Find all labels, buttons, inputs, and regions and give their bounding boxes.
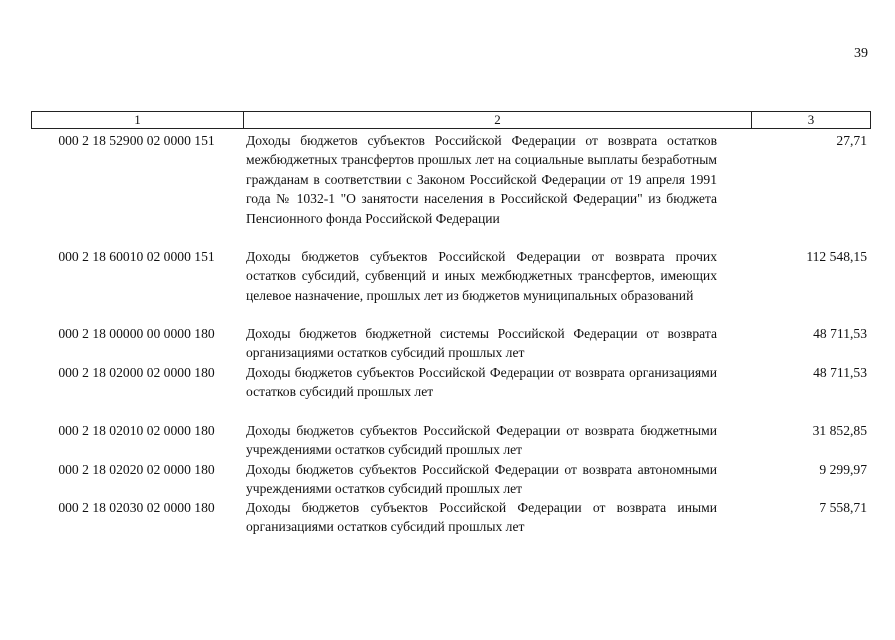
row-code: 000 2 18 02010 02 0000 180: [58, 423, 215, 438]
table-row: [31, 460, 871, 499]
row-code: 000 2 18 02030 02 0000 180: [58, 500, 215, 515]
row-code: 000 2 18 00000 00 0000 180: [58, 326, 215, 341]
row-code: 000 2 18 60010 02 0000 151: [58, 249, 215, 264]
row-description: Доходы бюджетов субъектов Российской Федерации от возврата автономными учреждениями остатков субсидий прошлых лет: [246, 462, 717, 497]
table-row: [31, 421, 871, 460]
table-row: [31, 131, 871, 228]
table-row: [31, 363, 871, 402]
row-description: Доходы бюджетов субъектов Российской Федерации от возврата прочих остатков субсидий, субвенций и иных межбюджетных трансфертов, имеющих целевое назначение, прошлых лет из бюджетов муниципальных образований: [246, 249, 717, 303]
table-header: [31, 111, 871, 129]
row-amount: 48 711,53: [813, 365, 867, 380]
row-amount: 9 299,97: [819, 462, 867, 477]
row-amount: 27,71: [836, 133, 867, 148]
row-code: 000 2 18 02020 02 0000 180: [58, 462, 215, 477]
row-code: 000 2 18 02000 02 0000 180: [58, 365, 215, 380]
row-description: Доходы бюджетов субъектов Российской Федерации от возврата бюджетными учреждениями остатков субсидий прошлых лет: [246, 423, 717, 458]
table-row: [31, 324, 871, 363]
row-code: 000 2 18 52900 02 0000 151: [58, 133, 215, 148]
row-description: Доходы бюджетов субъектов Российской Федерации от возврата иными организациями остатков субсидий прошлых лет: [246, 500, 717, 535]
table-row: [31, 498, 871, 537]
row-amount: 48 711,53: [813, 326, 867, 341]
table-row: [31, 247, 871, 305]
row-description: Доходы бюджетов бюджетной системы Российской Федерации от возврата организациями остатков субсидий прошлых лет: [246, 326, 717, 361]
column-header-3: 3: [807, 112, 815, 127]
column-header-2: 2: [244, 112, 752, 128]
row-description: Доходы бюджетов субъектов Российской Федерации от возврата организациями остатков субсидий прошлых лет: [246, 365, 717, 400]
row-description: Доходы бюджетов субъектов Российской Федерации от возврата остатков межбюджетных трансфертов прошлых лет на социальные выплаты безработным гражданам в соответствии с Законом Российской Федерации от 19 апреля 1991 года № 1032-1 "О занятости населения в Российской Федерации" из бюджета Пенсионного фонда Российской Федерации: [246, 133, 717, 226]
page-number: 39: [854, 46, 868, 61]
row-amount: 7 558,71: [819, 500, 867, 515]
column-header-1: 1: [32, 112, 244, 128]
row-amount: 31 852,85: [812, 423, 867, 438]
row-amount: 112 548,15: [806, 249, 867, 264]
